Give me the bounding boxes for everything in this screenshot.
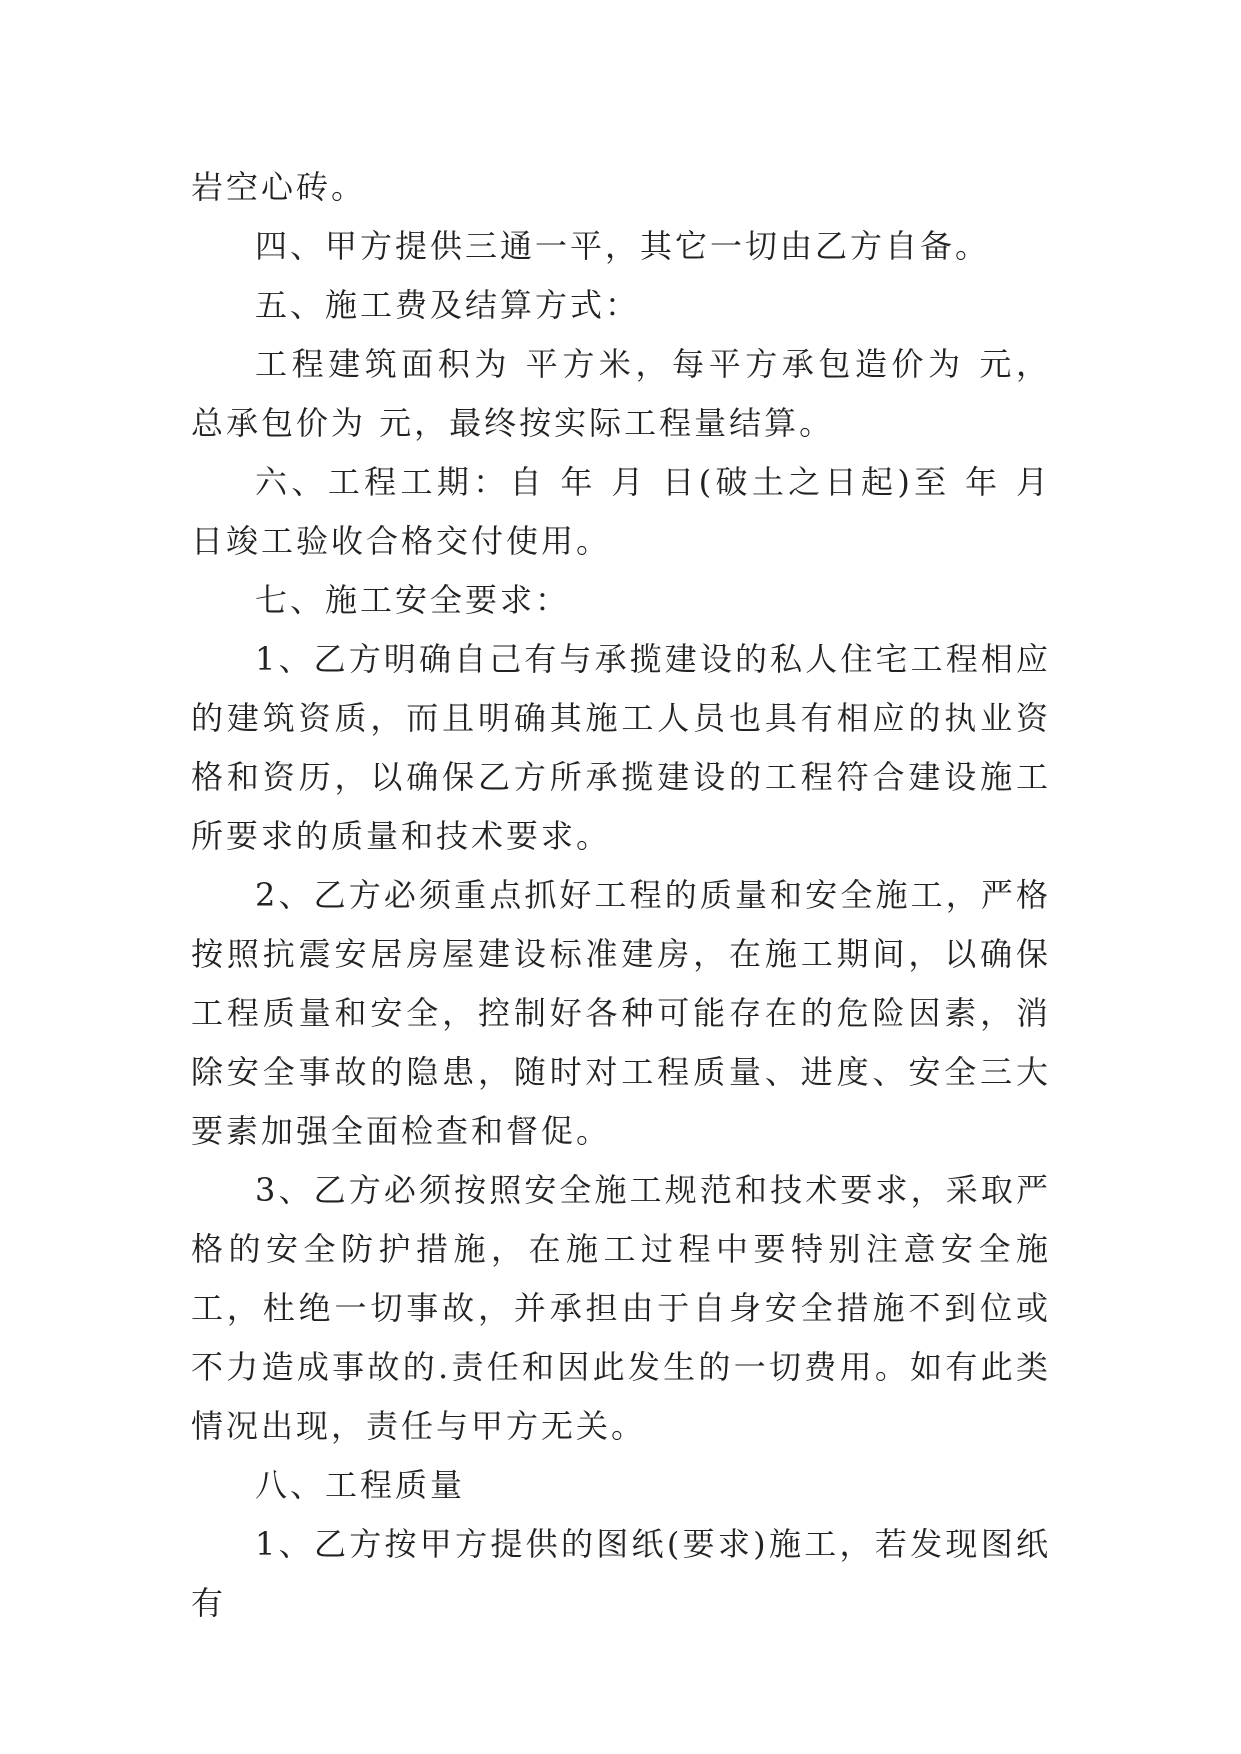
paragraph-safety-2: 2、乙方必须重点抓好工程的质量和安全施工，严格按照抗震安居房屋建设标准建房，在施工期间，以确保工程质量和安全，控制好各种可能存在的危险因素，消除安全事故的隐患，随时对工程质量、进度、安全三大要素加强全面检查和督促。 (191, 876, 1051, 1150)
paragraph-section-7-heading: 七、施工安全要求： (255, 581, 571, 619)
document-body (191, 158, 1051, 1633)
paragraph-continuation: 岩空心砖。 (191, 168, 367, 206)
paragraph-safety-1: 1、乙方明确自己有与承揽建设的私人住宅工程相应的建筑资质，而且明确其施工人员也具有相应的执业资格和资历，以确保乙方所承揽建设的工程符合建设施工所要求的质量和技术要求。 (191, 640, 1051, 855)
paragraph-quality-1: 1、乙方按甲方提供的图纸(要求)施工，若发现图纸有 (191, 1525, 1051, 1622)
paragraph-section-8-heading: 八、工程质量 (255, 1466, 466, 1504)
paragraph-section-4: 四、甲方提供三通一平，其它一切由乙方自备。 (255, 227, 991, 265)
paragraph-section-5-heading: 五、施工费及结算方式： (255, 286, 641, 324)
paragraph-area-price: 工程建筑面积为 平方米，每平方承包造价为 元，总承包价为 元，最终按实际工程量结算。 (191, 345, 1051, 442)
paragraph-safety-3: 3、乙方必须按照安全施工规范和技术要求，采取严格的安全防护措施，在施工过程中要特别注意安全施工，杜绝一切事故，并承担由于自身安全措施不到位或不力造成事故的.责任和因此发生的一切费用。如有此类情况出现，责任与甲方无关。 (191, 1171, 1051, 1445)
paragraph-section-6-schedule: 六、工程工期：自 年 月 日(破土之日起)至 年 月 日竣工验收合格交付使用。 (191, 463, 1051, 560)
